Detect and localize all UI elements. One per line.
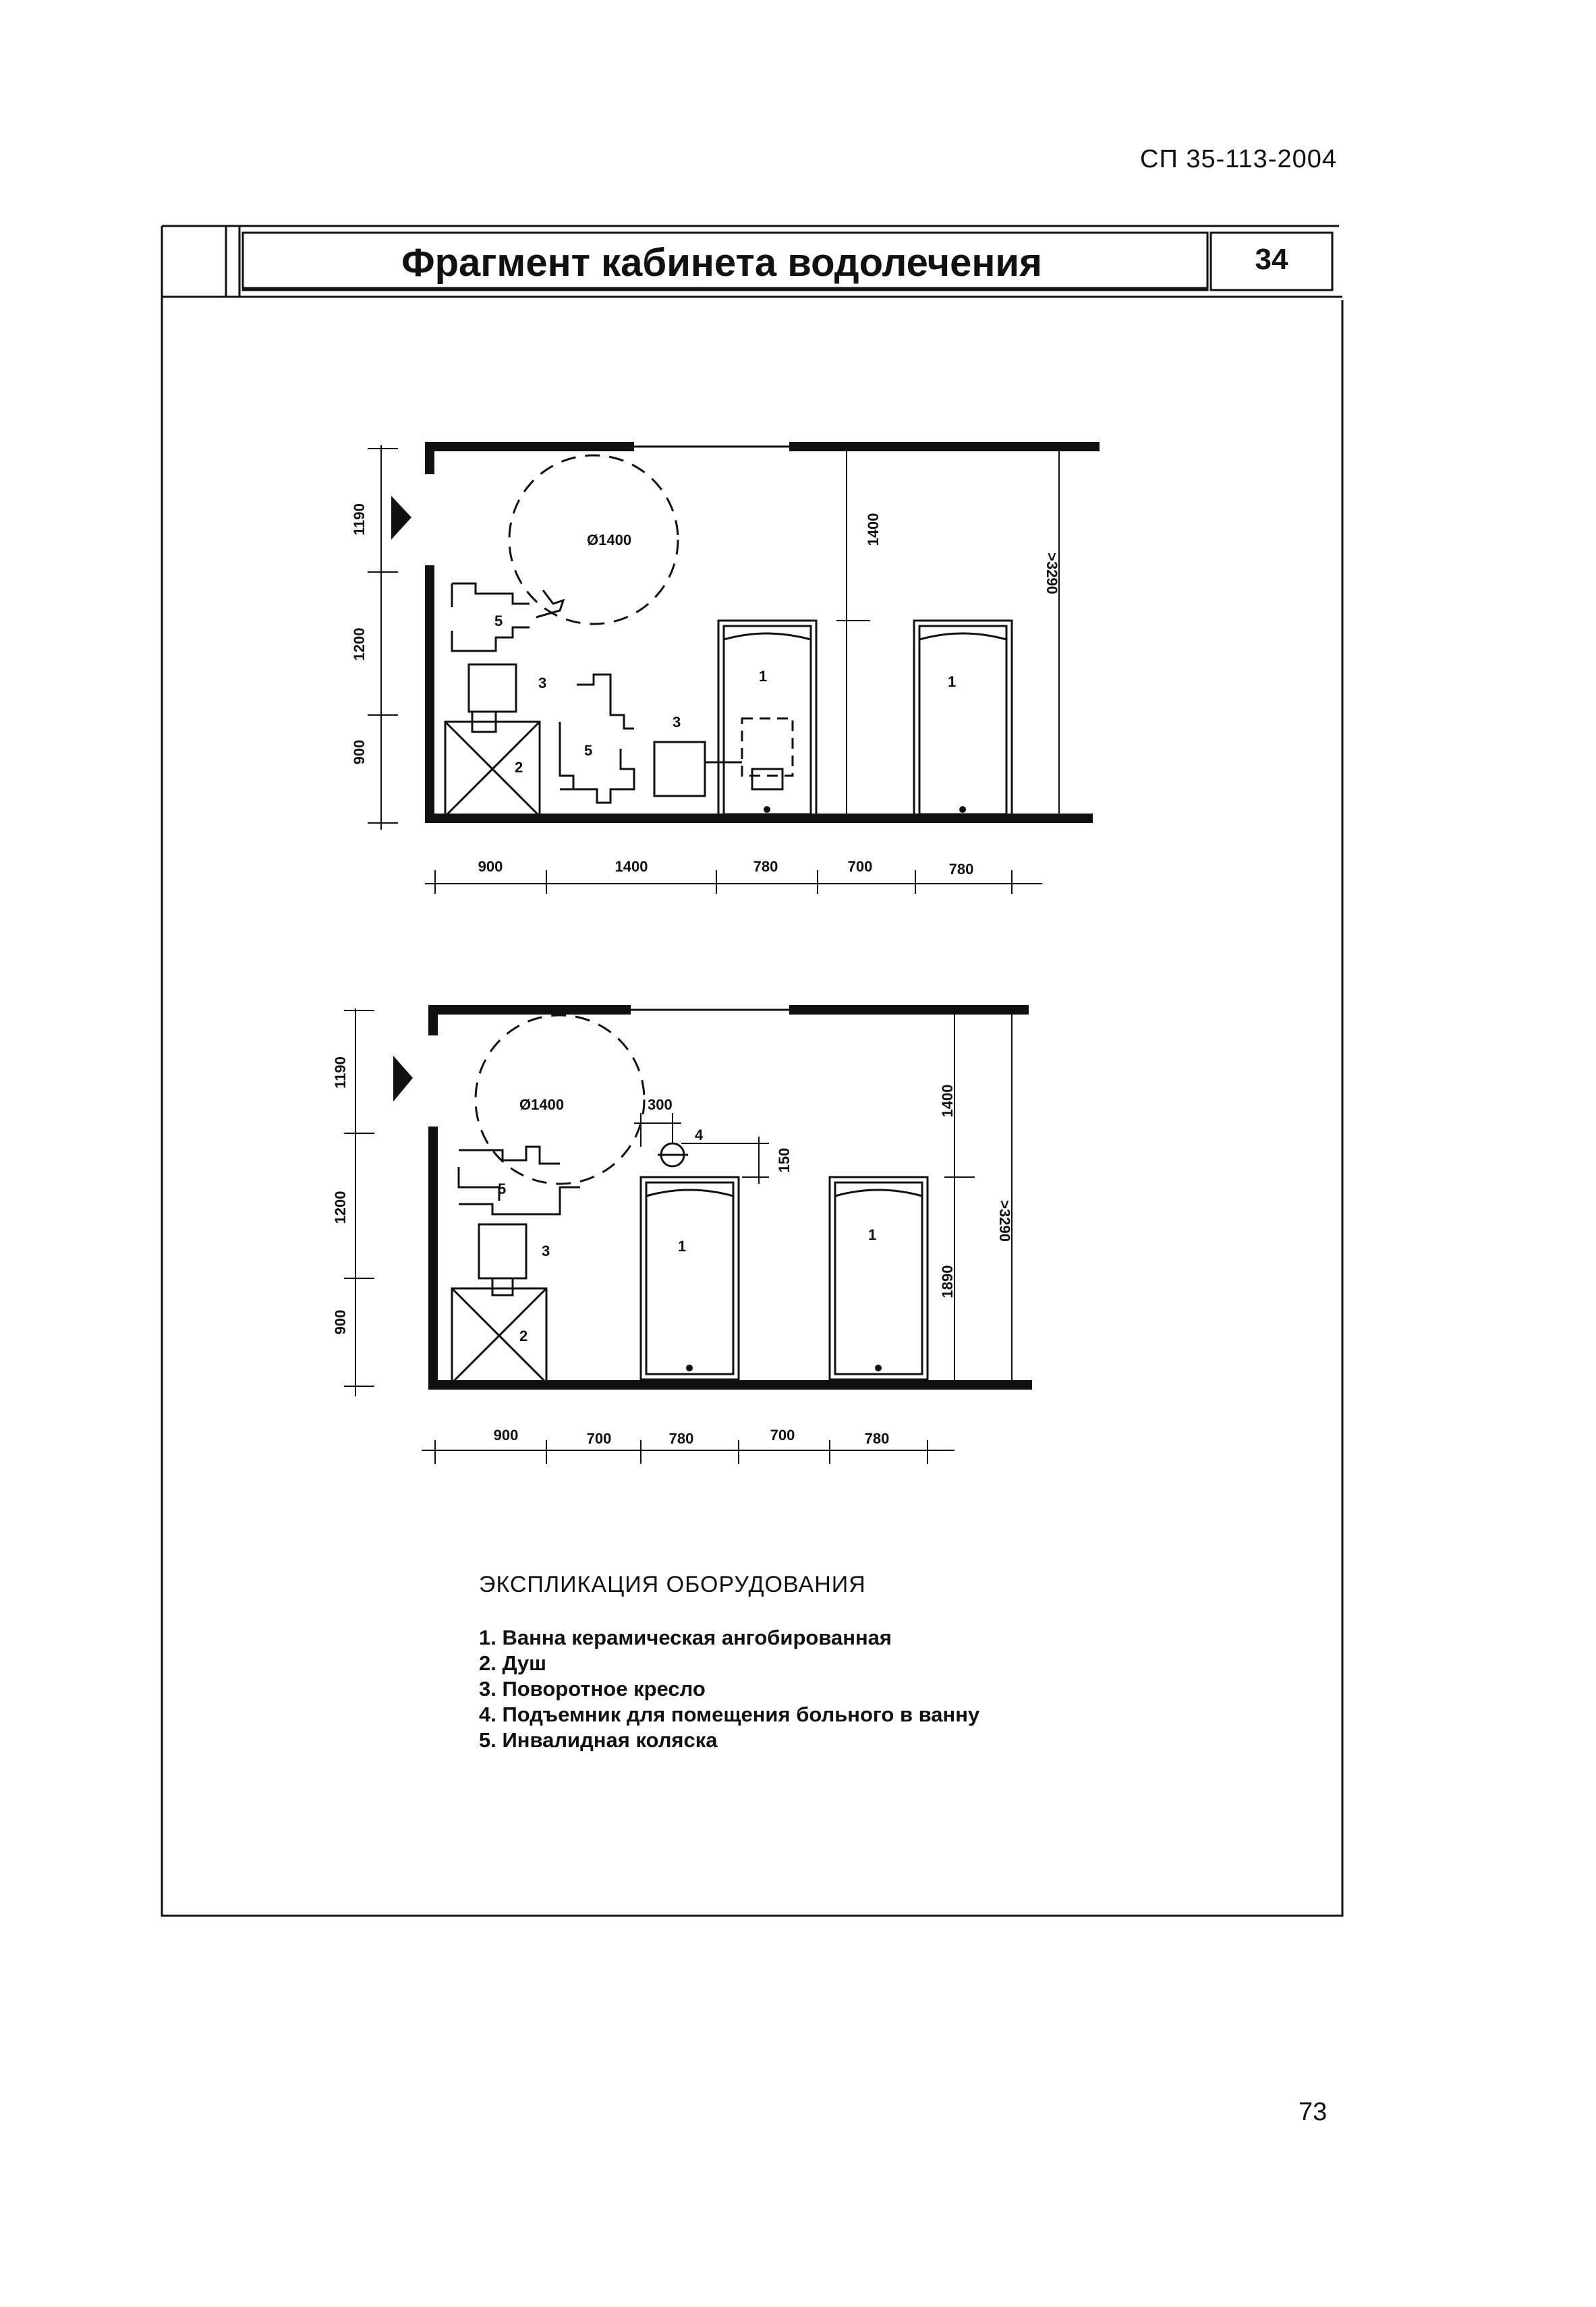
legend-item: 4. Подъемник для помещения больного в ванну xyxy=(479,1703,980,1726)
dim-left-2: 1200 xyxy=(332,1191,349,1224)
dim-bottom-2: 1400 xyxy=(615,858,648,875)
dim-150: 150 xyxy=(776,1147,793,1173)
page-number: 73 xyxy=(1299,2098,1328,2126)
dim-bottom-4: 700 xyxy=(770,1427,795,1444)
floor-plan-top xyxy=(0,0,1596,944)
legend-list xyxy=(479,1625,979,1753)
dim-right-1: 1400 xyxy=(939,1084,956,1118)
dim-bottom-5: 780 xyxy=(948,861,974,878)
sheet-title: Фрагмент кабинета водолечения xyxy=(401,241,1042,285)
floor-plan-bottom xyxy=(0,944,1596,1518)
marker-3a: 3 xyxy=(538,675,547,691)
dim-left-1: 1190 xyxy=(351,503,368,536)
dim-bottom-3: 780 xyxy=(668,1430,694,1447)
dim-right-3: 1890 xyxy=(939,1265,956,1299)
marker-5a: 5 xyxy=(494,613,503,629)
marker-5: 5 xyxy=(498,1180,507,1197)
dim-bottom-4: 700 xyxy=(847,858,873,875)
dim-bottom-3: 780 xyxy=(753,858,778,875)
marker-5b: 5 xyxy=(584,742,593,759)
legend-title: ЭКСПЛИКАЦИЯ ОБОРУДОВАНИЯ xyxy=(479,1572,866,1597)
dim-bottom-1: 900 xyxy=(493,1427,519,1444)
dim-300: 300 xyxy=(648,1096,673,1113)
legend-item: 1. Ванна керамическая ангобированная xyxy=(479,1626,892,1649)
doc-code: СП 35-113-2004 xyxy=(1140,145,1338,173)
sheet-number: 34 xyxy=(1255,243,1288,276)
dim-left-3: 900 xyxy=(332,1309,349,1335)
marker-4: 4 xyxy=(695,1127,704,1143)
dim-bottom-1: 900 xyxy=(478,858,503,875)
equipment-legend xyxy=(479,1572,979,1753)
dim-right-2: >3290 xyxy=(1044,552,1060,594)
marker-1a: 1 xyxy=(678,1238,687,1255)
marker-2: 2 xyxy=(515,759,523,776)
dim-left-3: 900 xyxy=(351,739,368,765)
circle-diameter: Ø1400 xyxy=(519,1096,565,1113)
marker-1b: 1 xyxy=(948,673,957,690)
marker-3b: 3 xyxy=(673,714,681,731)
dim-left-2: 1200 xyxy=(351,627,368,661)
dim-right-2: >3290 xyxy=(996,1200,1013,1242)
circle-diameter: Ø1400 xyxy=(587,532,632,548)
legend-item: 5. Инвалидная коляска xyxy=(479,1728,718,1752)
marker-3: 3 xyxy=(542,1243,550,1259)
marker-2: 2 xyxy=(519,1328,528,1344)
legend-item: 3. Поворотное кресло xyxy=(479,1677,706,1701)
dim-bottom-2: 700 xyxy=(586,1430,612,1447)
marker-1a: 1 xyxy=(759,668,768,685)
dim-right-1: 1400 xyxy=(865,513,882,546)
marker-1b: 1 xyxy=(868,1226,877,1243)
legend-item: 2. Душ xyxy=(479,1651,547,1675)
dim-left-1: 1190 xyxy=(332,1056,349,1089)
dim-bottom-5: 780 xyxy=(864,1430,890,1447)
